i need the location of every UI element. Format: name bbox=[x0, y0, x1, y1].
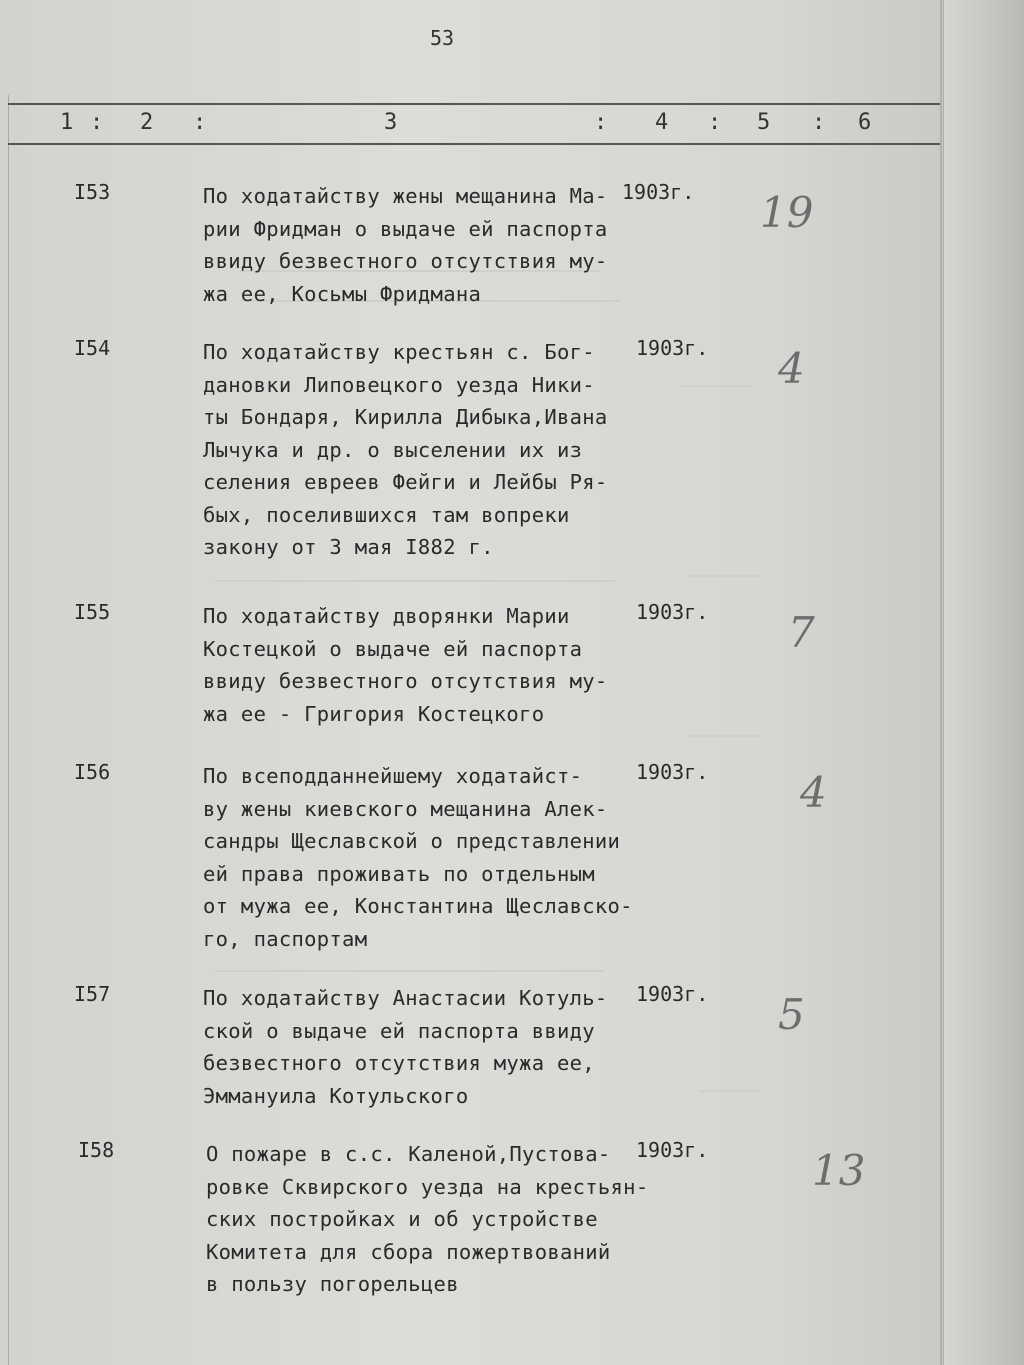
entry-year: 1903г. bbox=[636, 336, 709, 360]
entry-page-count: 4 bbox=[800, 768, 827, 817]
entry-description: По ходатайству дворянки Марии Костецкой о выдаче ей паспорта ввиду безвестного отсутствия му- жа ее - Григория Костецкого bbox=[203, 604, 608, 726]
entry-year: 1903г. bbox=[636, 760, 709, 784]
margin-line-left bbox=[8, 95, 9, 1365]
col-header-6: 6 bbox=[858, 110, 872, 135]
entry-description: По ходатайству Анастасии Котуль- ской о выдаче ей паспорта ввиду безвестного отсутствия мужа ее, Эммануила Котульского bbox=[203, 986, 608, 1108]
entry-number: I56 bbox=[74, 760, 111, 784]
header-rule-top bbox=[8, 103, 940, 105]
entry-year: 1903г. bbox=[636, 982, 709, 1006]
entry-description: По ходатайству крестьян с. Бог- дановки Липовецкого уезда Ники- ты Бондаря, Кирилла Дибыка,Ивана Лычука и др. о выселении их из селения евреев Фейги и Лейбы Ря- бых, поселившихся там вопреки закону от 3 мая I882 г. bbox=[203, 340, 608, 559]
col-sep: : bbox=[708, 110, 722, 135]
entry-description: По всеподданнейшему ходатайст- ву жены киевского мещанина Алек- сандры Щеславской о представлении ей права проживать по отдельным от мужа ее, Константина Щеславско- го, паспортам bbox=[203, 764, 633, 951]
entry-year: 1903г. bbox=[622, 180, 695, 204]
entry-description: О пожаре в с.с. Каленой,Пустова- ровке Сквирского уезда на крестьян- ских постройках и об устройстве Комитета для сбора пожертвований в пользу погорельцев bbox=[206, 1142, 649, 1296]
entry-number: I53 bbox=[74, 180, 111, 204]
entry-page-count: 13 bbox=[812, 1146, 866, 1195]
col-sep: : bbox=[90, 110, 104, 135]
entry-page-count: 4 bbox=[778, 344, 805, 393]
col-header-2: 2 bbox=[140, 110, 154, 135]
adjacent-page-edge bbox=[943, 0, 1024, 1365]
entry-year: 1903г. bbox=[636, 600, 709, 624]
entry-number: I54 bbox=[74, 336, 111, 360]
entry-description: По ходатайству жены мещанина Ма- рии Фридман о выдаче ей паспорта ввиду безвестного отсутствия му- жа ее, Косьмы Фридмана bbox=[203, 184, 608, 306]
entry-year: 1903г. bbox=[636, 1138, 709, 1162]
col-sep: : bbox=[193, 110, 207, 135]
entry-page-count: 5 bbox=[778, 990, 805, 1039]
page-number: 53 bbox=[430, 26, 455, 50]
entry-page-count: 19 bbox=[760, 188, 814, 237]
col-sep: : bbox=[812, 110, 826, 135]
entry-page-count: 7 bbox=[788, 608, 815, 657]
col-header-1: 1 bbox=[60, 110, 74, 135]
header-rule-bottom bbox=[8, 143, 940, 145]
margin-line-right bbox=[940, 0, 942, 1365]
col-header-5: 5 bbox=[757, 110, 771, 135]
entry-number: I58 bbox=[78, 1138, 115, 1162]
col-header-4: 4 bbox=[655, 110, 669, 135]
entry-number: I55 bbox=[74, 600, 111, 624]
col-sep: : bbox=[594, 110, 608, 135]
col-header-3: 3 bbox=[384, 110, 398, 135]
entry-number: I57 bbox=[74, 982, 111, 1006]
